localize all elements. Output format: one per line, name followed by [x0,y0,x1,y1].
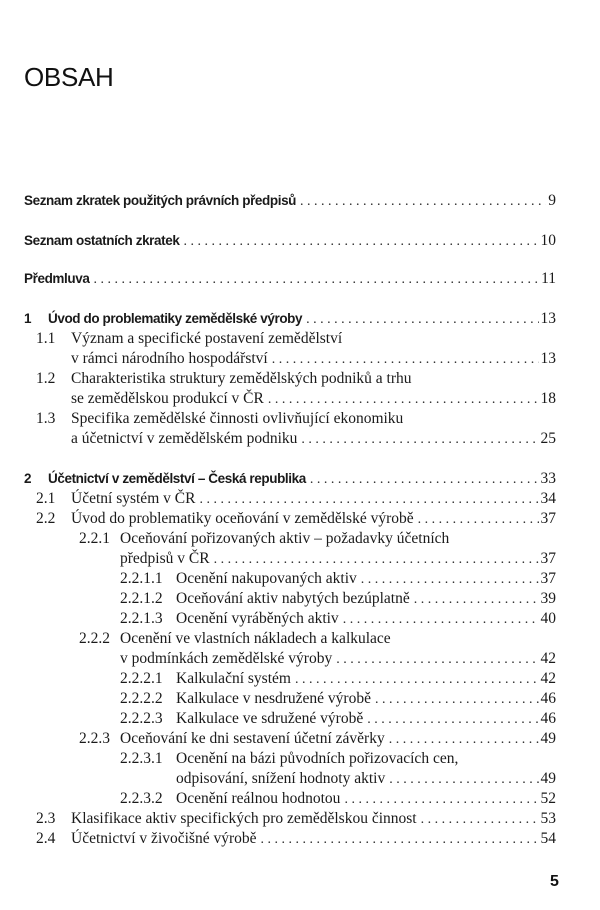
chapter-number: 1 [24,311,32,326]
leader-dots [199,490,538,510]
toc-page-number: 10 [540,232,556,249]
toc-entry-title-cont: odpisování, snížení hodnoty aktiv [176,770,386,787]
toc-section-2-2-1-3[interactable] [120,609,556,629]
toc-entry-title: Ocenění ve vlastních nákladech a kalkulace [120,630,391,647]
toc-page-number: 37 [540,510,556,527]
toc-entry-title-cont: se zemědělskou produkcí v ČR [71,390,264,407]
toc-section-1-3-line1[interactable] [36,409,403,429]
toc-section-2-2-1-2[interactable] [120,589,556,609]
page-title: OBSAH [24,62,114,92]
toc-entry-title: Ocenění reálnou hodnotou [176,790,341,807]
leader-dots [389,730,539,750]
toc-section-2-2-1-1[interactable] [120,569,556,589]
leader-dots [367,710,538,730]
toc-entry-title: Význam a specifické postavení zemědělství [71,330,343,347]
toc-entry-abbreviations-legal[interactable] [24,191,556,211]
leader-dots [389,770,538,790]
toc-page-number: 52 [540,790,556,807]
toc-entry-title: Specifika zemědělské činnosti ovlivňující ekonomiku [71,410,404,427]
section-number: 2.2.2 [79,630,110,647]
toc-section-1-3[interactable] [71,429,556,449]
toc-section-1-1-line1[interactable] [36,329,342,349]
section-number: 2.2.1.1 [120,570,163,587]
toc-page-number: 46 [540,690,556,707]
toc-entry-title-cont: a účetnictví v zemědělském podniku [71,430,298,447]
toc-entry-title-cont: v podmínkách zemědělské výroby [120,650,333,667]
leader-dots [418,510,539,530]
toc-entry-title: Seznam ostatních zkratek [24,233,180,248]
section-number: 2.2.1 [79,530,110,547]
toc-section-2-2-2-line1[interactable] [79,629,391,649]
toc-page-number: 25 [540,430,556,447]
toc-entry-preface[interactable] [24,269,556,289]
leader-dots [261,830,539,850]
toc-page-number: 53 [540,810,556,827]
toc-section-2-2-3-1-line1[interactable] [120,749,458,769]
toc-entry-title: Účetní systém v ČR [71,490,196,507]
leader-dots [421,810,539,830]
toc-page-number: 34 [540,490,556,507]
toc-section-2-2-1-line1[interactable] [79,529,449,549]
toc-entry-title: Klasifikace aktiv specifických pro zemědělskou činnost [71,810,417,827]
toc-page-number: 9 [548,192,556,209]
toc-chapter-1[interactable] [24,309,556,329]
toc-section-2-2-2-1[interactable] [120,669,556,689]
leader-dots [295,670,539,690]
toc-entry-title: Předmluva [24,271,90,286]
toc-entry-title-cont: v rámci národního hospodářství [71,350,268,367]
leader-dots [414,590,539,610]
leader-dots [272,350,539,370]
section-number: 2.2.2.1 [120,670,163,687]
toc-page-number: 18 [540,390,556,407]
leader-dots [214,550,539,570]
leader-dots [343,610,539,630]
section-number: 2.2.1.3 [120,610,163,627]
leader-dots [375,690,539,710]
section-number: 2.2.3.2 [120,790,163,807]
toc-page-number: 13 [540,310,556,327]
leader-dots [336,650,538,670]
toc-page-number: 49 [540,730,556,747]
section-number: 1.3 [36,410,56,427]
toc-entry-title: Oceňování aktiv nabytých bezúplatně [176,590,410,607]
toc-entry-title: Účetnictví v živočišné výrobě [71,830,257,847]
toc-page-number: 37 [540,550,556,567]
toc-section-1-1[interactable] [71,349,556,369]
section-number: 2.3 [36,810,56,827]
toc-entry-title: Charakteristika struktury zemědělských podniků a trhu [71,370,412,387]
toc-section-2-2-3-2[interactable] [120,789,556,809]
toc-section-1-2-line1[interactable] [36,369,411,389]
toc-section-1-2[interactable] [71,389,556,409]
toc-section-2-2-2-3[interactable] [120,709,556,729]
toc-entry-abbreviations-other[interactable] [24,231,556,251]
section-number: 2.2.2.2 [120,690,163,707]
leader-dots [361,570,539,590]
toc-entry-title: Seznam zkratek použitých právních předpisů [24,193,297,208]
toc-page-number: 11 [541,270,556,287]
section-number: 2.4 [36,830,56,847]
section-number: 2.2 [36,510,56,527]
toc-entry-title-cont: předpisů v ČR [120,550,210,567]
section-number: 2.1 [36,490,56,507]
toc-page-number: 46 [540,710,556,727]
toc-section-2-2-2-2[interactable] [120,689,556,709]
toc-page-number: 13 [540,350,556,367]
toc-section-2-2[interactable] [36,509,556,529]
toc-page-number: 42 [540,650,556,667]
toc-section-2-2-3-1[interactable] [176,769,556,789]
toc-section-2-1[interactable] [36,489,556,509]
toc-entry-title: Kalkulace ve sdružené výrobě [176,710,364,727]
leader-dots [310,470,539,490]
toc-page-number: 54 [540,830,556,847]
toc-entry-title: Ocenění vyráběných aktiv [176,610,339,627]
section-number: 2.2.3.1 [120,750,163,767]
toc-page-number: 42 [540,670,556,687]
section-number: 2.2.1.2 [120,590,163,607]
section-number: 1.2 [36,370,56,387]
toc-section-2-2-3[interactable] [79,729,556,749]
toc-entry-title: Kalkulační systém [176,670,291,687]
leader-dots [93,270,539,290]
toc-section-2-3[interactable] [36,809,556,829]
leader-dots [344,790,538,810]
leader-dots [268,390,539,410]
leader-dots [301,430,538,450]
toc-page-number: 39 [540,590,556,607]
toc-entry-title: Ocenění na bázi původních pořizovacích cen, [176,750,459,767]
toc-section-2-4[interactable] [36,829,556,849]
toc-entry-title: Úvod do problematiky oceňování v zemědělské výrobě [71,510,414,527]
section-number: 2.2.2.3 [120,710,163,727]
toc-entry-title: Účetnictví v zemědělství – Česká republika [48,471,306,486]
toc-page-number: 37 [540,570,556,587]
toc-page-number: 40 [540,610,556,627]
leader-dots [300,192,546,212]
toc-entry-title: Úvod do problematiky zemědělské výroby [48,311,303,326]
page-folio-number: 5 [550,873,559,890]
toc-entry-title: Oceňování pořizovaných aktiv – požadavky účetních [120,530,450,547]
toc-page-number: 33 [540,470,556,487]
toc-section-2-2-2[interactable] [120,649,556,669]
chapter-number: 2 [24,471,32,486]
section-number: 2.2.3 [79,730,110,747]
toc-section-2-2-1[interactable] [120,549,556,569]
toc-chapter-2[interactable] [24,469,556,489]
toc-entry-title: Ocenění nakupovaných aktiv [176,570,357,587]
section-number: 1.1 [36,330,56,347]
leader-dots [183,232,538,252]
toc-entry-title: Oceňování ke dni sestavení účetní závěrky [120,730,385,747]
toc-entry-title: Kalkulace v nesdružené výrobě [176,690,371,707]
leader-dots [306,310,538,330]
toc-page-number: 49 [540,770,556,787]
